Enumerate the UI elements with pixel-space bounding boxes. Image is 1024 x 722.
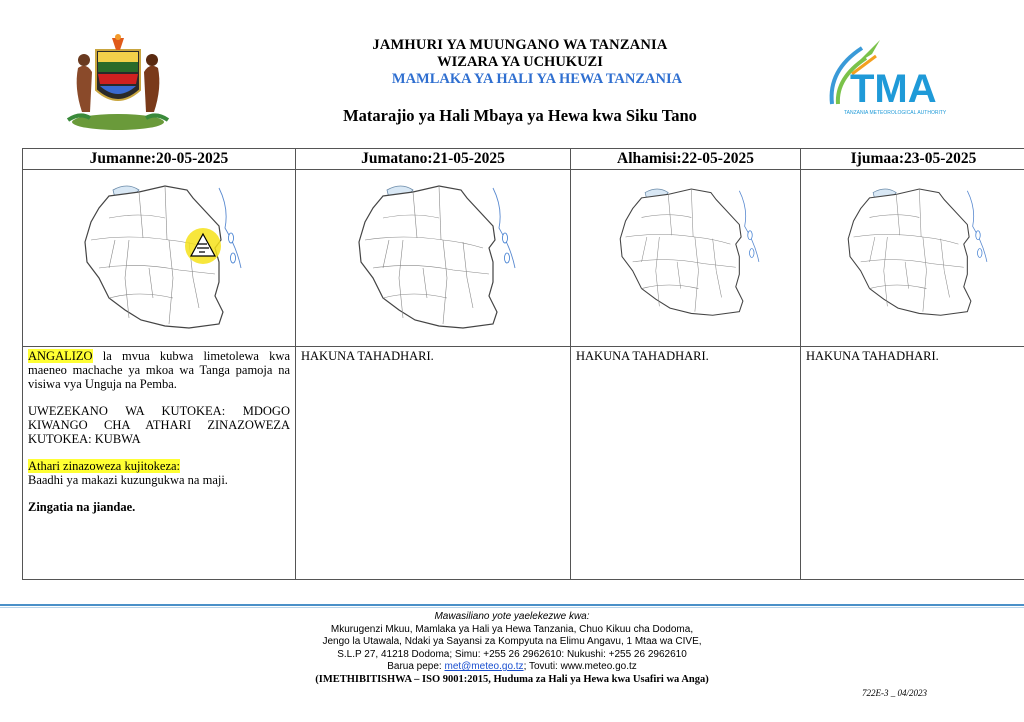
footer-address-line: S.L.P 27, 41218 Dodoma; Simu: +255 26 2962610: Nukushi: +255 26 2962610 bbox=[337, 648, 687, 660]
map-cell bbox=[23, 170, 296, 347]
tanzania-map bbox=[606, 178, 766, 328]
day-header: Jumatano:21-05-2025 bbox=[296, 149, 571, 170]
day-header-row bbox=[23, 149, 1024, 170]
impacts-title: Athari zinazoweza kujitokeza: bbox=[28, 459, 181, 473]
footer-intro: Mawasiliano yote yaelekezwe kwa: bbox=[434, 611, 590, 622]
tma-logo-text: TMA bbox=[850, 67, 937, 111]
map-row bbox=[23, 170, 1024, 347]
country-outline bbox=[620, 189, 743, 315]
tma-logo-icon bbox=[822, 34, 952, 124]
text-row bbox=[23, 347, 1024, 580]
river-line bbox=[219, 188, 241, 268]
island bbox=[749, 249, 753, 258]
header-line-1: JAMHURI YA MUUNGANO WA TANZANIA bbox=[372, 37, 668, 53]
tma-logo-subtext: TANZANIA METEOROLOGICAL AUTHORITY bbox=[844, 110, 947, 116]
footer-divider bbox=[0, 607, 1024, 608]
footer-contact bbox=[0, 661, 1024, 674]
footer bbox=[0, 611, 1024, 686]
email-link[interactable]: met@meteo.go.tz bbox=[444, 661, 524, 672]
website-text: ; Tovuti: www.meteo.go.tz bbox=[523, 661, 637, 672]
footer-divider bbox=[0, 604, 1024, 606]
day1-warning-text bbox=[23, 347, 296, 580]
country-outline bbox=[848, 189, 971, 315]
island bbox=[229, 233, 234, 243]
river-line bbox=[967, 191, 987, 262]
no-warning-text: HAKUNA TAHADHARI. bbox=[296, 347, 571, 580]
map-cell bbox=[296, 170, 571, 347]
map-cell bbox=[801, 170, 1024, 347]
country-outline bbox=[359, 186, 497, 328]
page-title: Matarajio ya Hali Mbaya ya Hewa kwa Siku Tano bbox=[343, 106, 697, 125]
email-label: Barua pepe: bbox=[387, 661, 445, 672]
heavy-rain-warning-icon bbox=[185, 228, 221, 264]
header-line-3: MAMLAKA YA HALI YA HEWA TANZANIA bbox=[391, 71, 683, 87]
likelihood-text: UWEZEKANO WA KUTOKEA: MDOGO KIWANGO CHA ATHARI ZINAZOWEZA KUTOKEA: KUBWA bbox=[28, 404, 290, 446]
footer-address-line: Mkurugenzi Mkuu, Mamlaka ya Hali ya Hewa Tanzania, Chuo Kikuu cha Dodoma, bbox=[330, 623, 694, 635]
day-header: Jumanne:20-05-2025 bbox=[23, 149, 296, 170]
river-line bbox=[739, 191, 759, 262]
day-header: Ijumaa:23-05-2025 bbox=[801, 149, 1024, 170]
island bbox=[975, 231, 979, 240]
header-line-2: WIZARA YA UCHUKUZI bbox=[437, 54, 603, 70]
island bbox=[505, 253, 510, 263]
document-reference: 722E-3 _ 04/2023 bbox=[862, 688, 927, 698]
tanzania-map bbox=[834, 178, 994, 328]
no-warning-text: HAKUNA TAHADHARI. bbox=[571, 347, 801, 580]
tanzania-map bbox=[343, 178, 523, 338]
footer-address-line: Jengo la Utawala, Ndaki ya Sayansi za Kompyuta na Elimu Angavu, 1 Mtaa wa CIVE, bbox=[322, 636, 702, 647]
day-header: Alhamisi:22-05-2025 bbox=[571, 149, 801, 170]
angalizo-text: la mvua kubwa limetolewa kwa maeneo machache ya mkoa wa Tanga pamoja na visiwa vya Unguja na Pemba. bbox=[28, 349, 290, 391]
island bbox=[747, 231, 751, 240]
angalizo-paragraph bbox=[28, 349, 290, 391]
certification: (IMETHIBITISHWA – ISO 9001:2015, Huduma za Hali ya Hewa kwa Usafiri wa Anga) bbox=[315, 673, 709, 685]
island bbox=[503, 233, 508, 243]
river-line bbox=[493, 188, 515, 268]
map-cell bbox=[571, 170, 801, 347]
angalizo-label: ANGALIZO bbox=[28, 349, 93, 363]
letterhead bbox=[0, 0, 1024, 140]
tanzania-map bbox=[69, 178, 249, 338]
impacts-text: Baadhi ya makazi kuzungukwa na maji. bbox=[28, 473, 228, 487]
island bbox=[977, 249, 981, 258]
advice-text: Zingatia na jiandae. bbox=[28, 500, 136, 514]
island bbox=[231, 253, 236, 263]
no-warning-text: HAKUNA TAHADHARI. bbox=[801, 347, 1024, 580]
forecast-table bbox=[22, 148, 1024, 580]
